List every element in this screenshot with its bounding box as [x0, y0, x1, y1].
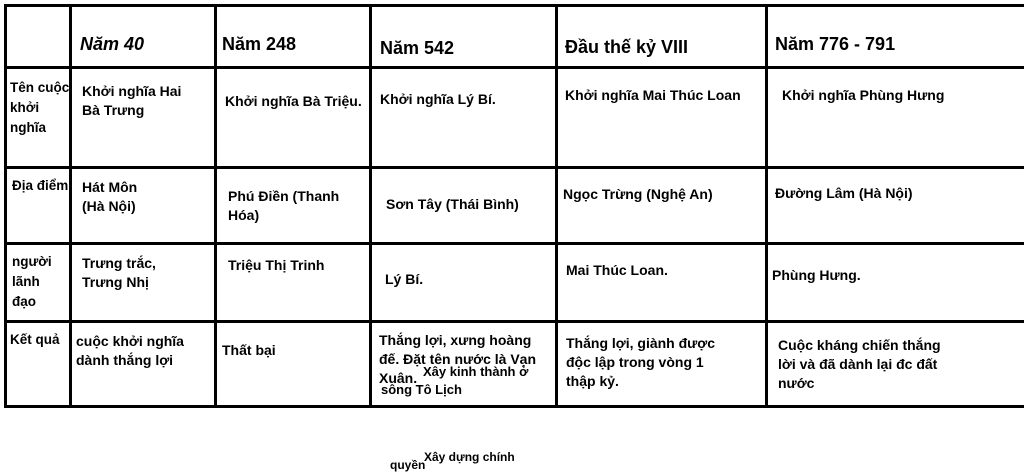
column-divider-2: [214, 4, 217, 408]
cell-name-40: Khởi nghĩa Hai Bà Trưng: [82, 83, 182, 118]
row-divider-4: [4, 320, 1024, 323]
cell-leader-8th-century: Mai Thúc Loan.: [566, 262, 668, 278]
row-label-leader: người lãnh đạo: [12, 254, 52, 309]
cell-leader-542: Lý Bí.: [385, 271, 424, 287]
cell-location-542: Sơn Tây (Thái Bình): [386, 196, 519, 212]
cell-result-248: Thất bại: [222, 342, 276, 358]
table-border-bottom: [4, 405, 1024, 408]
header-year-248: Năm 248: [222, 34, 297, 54]
cell-location-248: Phú Điền (Thanh Hóa): [228, 188, 340, 223]
row-label-name: Tên cuộc khởi nghĩa: [10, 80, 70, 135]
column-divider-5: [765, 4, 768, 408]
column-divider-0: [4, 4, 7, 408]
cell-leader-776-791: Phùng Hưng.: [772, 267, 861, 283]
table-border-top: [4, 4, 1024, 7]
header-year-542: Năm 542: [380, 38, 455, 58]
note-river: sông Tô Lịch: [381, 382, 462, 397]
cell-name-542: Khởi nghĩa Lý Bí.: [380, 91, 496, 107]
row-divider-2: [4, 166, 1024, 169]
cell-result-776-791: Cuộc kháng chiến thắng lời và đã dành lại đc đất nước: [778, 337, 941, 391]
column-divider-4: [555, 4, 558, 408]
cell-result-8th-century: Thắng lợi, giành được độc lập trong vòng 1 thập kỷ.: [566, 335, 716, 389]
note-below-right: Xây dựng chính: [424, 450, 515, 464]
row-divider-3: [4, 242, 1024, 245]
header-year-40: Năm 40: [80, 34, 145, 54]
row-divider-1: [4, 66, 1024, 69]
cell-leader-248: Triệu Thị Trinh: [228, 257, 325, 273]
header-early-8th-century: Đầu thế kỷ VIII: [565, 37, 689, 57]
row-label-result: Kết quả: [10, 332, 60, 347]
row-label-location: Địa điểm: [12, 178, 69, 193]
cell-name-776-791: Khởi nghĩa Phùng Hưng: [782, 87, 945, 103]
cell-name-248: Khởi nghĩa Bà Triệu.: [225, 93, 362, 109]
cell-result-542: Thắng lợi, xưng hoàng đế. Đặt tên nước là Vạn Xuân.: [379, 332, 537, 386]
cell-leader-40: Trưng trắc, Trưng Nhị: [82, 255, 156, 290]
note-below-left: quyền: [390, 458, 426, 472]
note-capital: Xây kinh thành ở: [423, 364, 529, 379]
cell-name-8th-century: Khởi nghĩa Mai Thúc Loan: [565, 87, 741, 103]
header-year-776-791: Năm 776 - 791: [775, 34, 896, 54]
cell-result-40: cuộc khởi nghĩa dành thắng lợi: [76, 333, 184, 368]
cell-location-8th-century: Ngọc Trừng (Nghệ An): [563, 186, 713, 202]
cell-location-776-791: Đường Lâm (Hà Nội): [775, 185, 913, 201]
cell-location-40: Hát Môn (Hà Nội): [82, 179, 138, 214]
column-divider-3: [369, 4, 372, 408]
